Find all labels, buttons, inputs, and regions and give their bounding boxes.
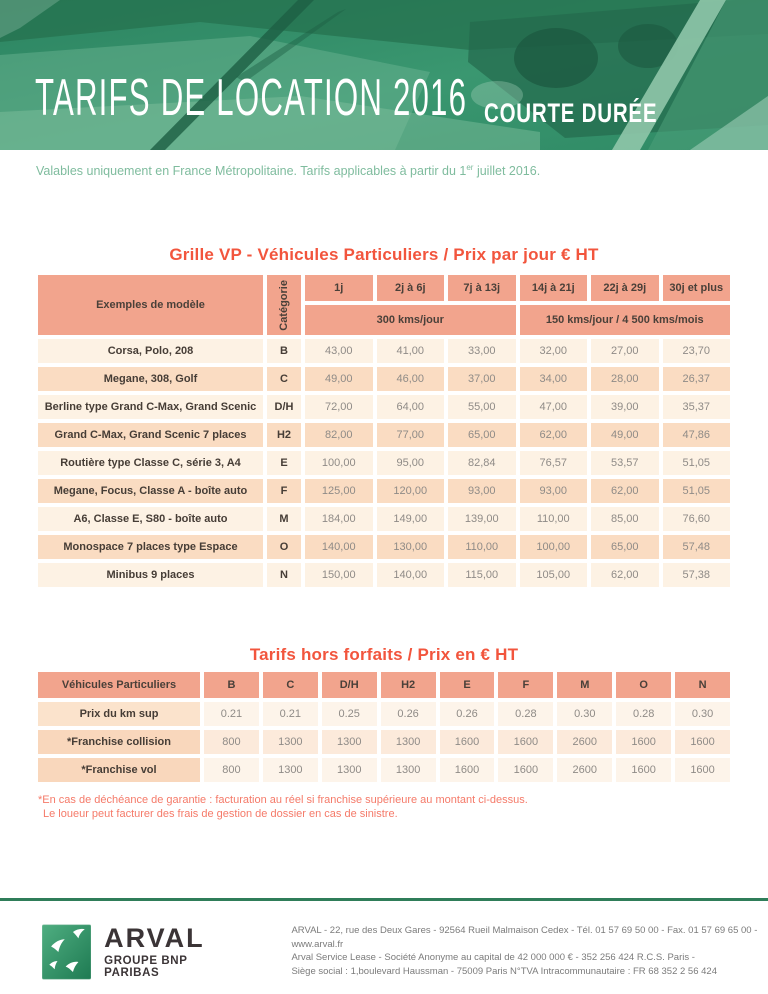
vp-cell: 139,00 [448, 507, 516, 531]
vp-cell: 65,00 [591, 535, 659, 559]
hors-forfaits-table [38, 672, 730, 782]
vp-cell: 23,70 [663, 339, 731, 363]
vp-cell: 62,00 [591, 479, 659, 503]
hf-header-cat: O [616, 672, 671, 698]
vp-header-category [267, 275, 301, 335]
vp-row-category: H2 [267, 423, 301, 447]
vp-row-model: Megane, Focus, Classe A - boîte auto [38, 479, 263, 503]
vp-cell: 76,57 [520, 451, 588, 475]
hf-row-label: *Franchise vol [38, 758, 200, 782]
vp-cell: 46,00 [377, 367, 445, 391]
vp-cell: 149,00 [377, 507, 445, 531]
hf-cell: 1300 [381, 758, 436, 782]
notice-superscript: er [466, 163, 474, 172]
hf-cell: 1600 [616, 730, 671, 754]
hf-row-label: Prix du km sup [38, 702, 200, 726]
vp-cell: 93,00 [448, 479, 516, 503]
vp-row-model: Monospace 7 places type Espace [38, 535, 263, 559]
vp-cell: 77,00 [377, 423, 445, 447]
vp-cell: 47,00 [520, 395, 588, 419]
vp-cell: 125,00 [305, 479, 373, 503]
hf-cell: 0.30 [675, 702, 730, 726]
franchise-footnote [38, 793, 768, 821]
hf-cell: 0.26 [381, 702, 436, 726]
vp-cell: 37,00 [448, 367, 516, 391]
hf-cell: 1600 [616, 758, 671, 782]
vp-row-model: A6, Classe E, S80 - boîte auto [38, 507, 263, 531]
vp-cell: 105,00 [520, 563, 588, 587]
vp-row-category: O [267, 535, 301, 559]
grid-vp-title: Grille VP - Véhicules Particuliers / Prix par jour € HT [169, 245, 599, 265]
hf-cell: 0.28 [616, 702, 671, 726]
hf-row-label: *Franchise collision [38, 730, 200, 754]
vp-cell: 140,00 [377, 563, 445, 587]
vp-cell: 53,57 [591, 451, 659, 475]
vp-cell: 34,00 [520, 367, 588, 391]
vp-cell: 43,00 [305, 339, 373, 363]
vp-cell: 62,00 [520, 423, 588, 447]
vp-cell: 27,00 [591, 339, 659, 363]
vp-cell: 32,00 [520, 339, 588, 363]
hf-cell: 0.25 [322, 702, 377, 726]
vp-header-day-7j13j: 7j à 13j [448, 275, 516, 301]
vp-row-category: D/H [267, 395, 301, 419]
vp-cell: 72,00 [305, 395, 373, 419]
hf-cell: 1300 [263, 730, 318, 754]
vp-cell: 41,00 [377, 339, 445, 363]
notice-text-end: juillet 2016. [473, 164, 541, 179]
vp-header-day-1j: 1j [305, 275, 373, 301]
vp-header-day-2j6j: 2j à 6j [377, 275, 445, 301]
vp-row-model: Grand C-Max, Grand Scenic 7 places [38, 423, 263, 447]
vp-header-km-300: 300 kms/jour [305, 305, 516, 335]
hf-header-cat: M [557, 672, 612, 698]
vp-cell: 115,00 [448, 563, 516, 587]
vp-cell: 47,86 [663, 423, 731, 447]
footer [0, 898, 768, 982]
hf-header-cat: B [204, 672, 259, 698]
company-address [291, 922, 768, 978]
hf-cell: 1300 [381, 730, 436, 754]
vp-cell: 49,00 [591, 423, 659, 447]
vp-cell: 140,00 [305, 535, 373, 559]
address-line-1: ARVAL - 22, rue des Deux Gares - 92564 Rueil Malmaison Cedex - Tél. 01 57 69 50 00 - Fax. 01 57 69 65 00 - www.arval.fr [291, 925, 758, 950]
vp-cell: 95,00 [377, 451, 445, 475]
hf-cell: 0.28 [498, 702, 553, 726]
vp-cell: 184,00 [305, 507, 373, 531]
hf-cell: 800 [204, 758, 259, 782]
vp-cell: 35,37 [663, 395, 731, 419]
vp-cell: 150,00 [305, 563, 373, 587]
vp-row-category: F [267, 479, 301, 503]
hf-cell: 1600 [440, 730, 495, 754]
vp-header-category-label: Catégorie [277, 279, 290, 331]
hf-cell: 800 [204, 730, 259, 754]
hf-header-cat: D/H [322, 672, 377, 698]
vp-row-model: Berline type Grand C-Max, Grand Scenic [38, 395, 263, 419]
hf-cell: 0.30 [557, 702, 612, 726]
arval-logo-subtitle: GROUPE BNP PARIBAS [104, 955, 188, 979]
vp-cell: 64,00 [377, 395, 445, 419]
vp-cell: 39,00 [591, 395, 659, 419]
vp-row-category: B [267, 339, 301, 363]
vp-cell: 57,38 [663, 563, 731, 587]
vp-cell: 82,84 [448, 451, 516, 475]
hf-cell: 1600 [498, 758, 553, 782]
hf-cell: 1600 [675, 758, 730, 782]
vp-row-model: Minibus 9 places [38, 563, 263, 587]
hf-header-cat: E [440, 672, 495, 698]
vp-cell: 49,00 [305, 367, 373, 391]
vp-row-category: M [267, 507, 301, 531]
vp-cell: 110,00 [520, 507, 588, 531]
hf-header-cat: H2 [381, 672, 436, 698]
grid-vp-table [38, 275, 730, 587]
address-line-3: Siège social : 1,boulevard Haussman - 75009 Paris N°TVA Intracommunautaire : FR 68 352 2 56 424 [291, 965, 717, 977]
vp-row-model: Corsa, Polo, 208 [38, 339, 263, 363]
vp-cell: 33,00 [448, 339, 516, 363]
vp-row-model: Megane, 308, Golf [38, 367, 263, 391]
vp-cell: 130,00 [377, 535, 445, 559]
vp-cell: 26,37 [663, 367, 731, 391]
hf-header-cat: C [263, 672, 318, 698]
hf-cell: 1600 [675, 730, 730, 754]
validity-notice [36, 163, 768, 178]
page-title: TARIFS DE LOCATION 2016 [35, 69, 468, 127]
hf-cell: 1300 [322, 758, 377, 782]
vp-cell: 110,00 [448, 535, 516, 559]
hf-cell: 1300 [322, 730, 377, 754]
vp-cell: 51,05 [663, 479, 731, 503]
arval-logo-text [104, 925, 233, 979]
vp-row-category: N [267, 563, 301, 587]
arval-logo [42, 922, 233, 982]
vp-cell: 57,48 [663, 535, 731, 559]
hf-cell: 0.26 [440, 702, 495, 726]
vp-cell: 100,00 [305, 451, 373, 475]
page-subtitle-badge: COURTE DURÉE [484, 98, 658, 128]
vp-row-category: E [267, 451, 301, 475]
vp-cell: 28,00 [591, 367, 659, 391]
hf-header-cat: F [498, 672, 553, 698]
vp-cell: 65,00 [448, 423, 516, 447]
vp-row-category: C [267, 367, 301, 391]
vp-header-model: Exemples de modèle [38, 275, 263, 335]
vp-header-day-30jplus: 30j et plus [663, 275, 731, 301]
hf-cell: 0.21 [204, 702, 259, 726]
vp-header-day-22j29j: 22j à 29j [591, 275, 659, 301]
hf-cell: 1600 [440, 758, 495, 782]
vp-header-km-150: 150 kms/jour / 4 500 kms/mois [520, 305, 731, 335]
bnp-paribas-stars-icon [42, 922, 91, 982]
vp-cell: 93,00 [520, 479, 588, 503]
hf-cell: 0.21 [263, 702, 318, 726]
vp-cell: 55,00 [448, 395, 516, 419]
hf-cell: 1300 [263, 758, 318, 782]
footnote-line-1: *En cas de déchéance de garantie : facturation au réel si franchise supérieure au montant ci-dessus. [38, 794, 528, 807]
vp-cell: 76,60 [663, 507, 731, 531]
hors-forfaits-title: Tarifs hors forfaits / Prix en € HT [249, 645, 519, 665]
hf-cell: 2600 [557, 730, 612, 754]
vp-cell: 51,05 [663, 451, 731, 475]
arval-logo-name: ARVAL [104, 923, 205, 953]
footnote-line-2: Le loueur peut facturer des frais de gestion de dossier en cas de sinistre. [43, 808, 398, 821]
vp-cell: 62,00 [591, 563, 659, 587]
vp-cell: 82,00 [305, 423, 373, 447]
vp-cell: 85,00 [591, 507, 659, 531]
hf-header-cat: N [675, 672, 730, 698]
hf-cell: 1600 [498, 730, 553, 754]
vp-cell: 100,00 [520, 535, 588, 559]
hf-header-label: Véhicules Particuliers [38, 672, 200, 698]
hf-cell: 2600 [557, 758, 612, 782]
notice-text-start: Valables uniquement en France Métropolitaine. Tarifs applicables à partir du 1 [36, 164, 467, 179]
header-banner [0, 0, 768, 150]
address-line-2: Arval Service Lease - Société Anonyme au capital de 42 000 000 € - 352 256 424 R.C.S. Paris - [291, 952, 695, 963]
vp-row-model: Routière type Classe C, série 3, A4 [38, 451, 263, 475]
vp-header-day-14j21j: 14j à 21j [520, 275, 588, 301]
vp-cell: 120,00 [377, 479, 445, 503]
